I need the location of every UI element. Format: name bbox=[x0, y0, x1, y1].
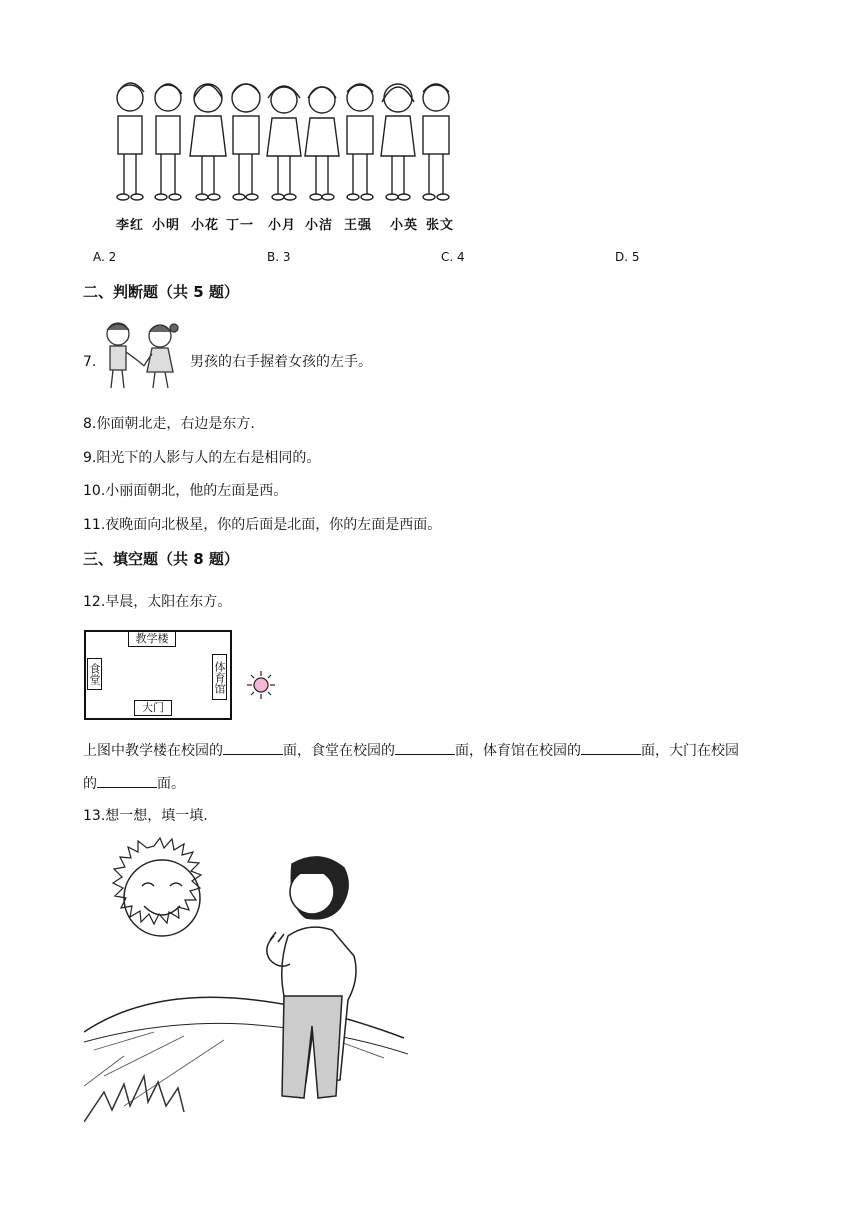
option-a[interactable]: A. 2 bbox=[93, 250, 117, 264]
q12-part: 上图中教学楼在校园的 bbox=[83, 743, 223, 759]
option-d[interactable]: D. 5 bbox=[615, 250, 640, 264]
map-label-gym: 体育馆 bbox=[212, 654, 227, 700]
option-c[interactable]: C. 4 bbox=[441, 250, 465, 264]
answer-blank[interactable] bbox=[97, 773, 157, 788]
map-label-teaching-building: 教学楼 bbox=[128, 631, 176, 647]
question-13-text: 13.想一想，填一填. bbox=[83, 808, 208, 824]
section-title-judgement: 二、判断题（共 5 题） bbox=[83, 283, 239, 301]
child-name: 小月 bbox=[268, 218, 297, 233]
map-label-canteen: 食堂 bbox=[87, 658, 102, 690]
child-name: 小明 bbox=[152, 218, 181, 233]
answer-blank[interactable] bbox=[395, 740, 455, 755]
sun-icon bbox=[246, 670, 276, 700]
q12-part: 面，大门在校园 bbox=[641, 743, 739, 759]
question-7-text: 男孩的右手握着女孩的左手。 bbox=[190, 354, 372, 370]
section-title-fill-in: 三、填空题（共 8 题） bbox=[83, 550, 239, 568]
child-name: 张文 bbox=[426, 218, 455, 233]
question-9-text: 9.阳光下的人影与人的左右是相同的。 bbox=[83, 450, 321, 466]
child-name: 小英 bbox=[390, 218, 419, 233]
question-12-fill-line-1 bbox=[83, 740, 739, 761]
child-name: 丁一 bbox=[226, 218, 255, 233]
answer-blank[interactable] bbox=[581, 740, 641, 755]
question-12-text: 12.早晨，太阳在东方。 bbox=[83, 594, 232, 610]
map-label-gate: 大门 bbox=[134, 700, 172, 716]
child-name: 小洁 bbox=[305, 218, 334, 233]
question-8-text: 8.你面朝北走，右边是东方. bbox=[83, 416, 255, 432]
q12-part: 面，食堂在校园的 bbox=[283, 743, 395, 759]
q12-part: 的 bbox=[83, 776, 97, 792]
child-name: 王强 bbox=[344, 218, 373, 233]
question-number: 7. bbox=[83, 354, 97, 370]
q12-part: 面，体育馆在校园的 bbox=[455, 743, 581, 759]
answer-blank[interactable] bbox=[223, 740, 283, 755]
question-12-fill-line-2 bbox=[83, 773, 185, 794]
q12-part: 面。 bbox=[157, 776, 185, 792]
child-name: 小花 bbox=[191, 218, 220, 233]
question-10-text: 10.小丽面朝北，他的左面是西。 bbox=[83, 483, 288, 499]
boy-girl-handshake-illustration bbox=[98, 320, 188, 392]
sun-and-boy-illustration bbox=[84, 836, 408, 1122]
option-b[interactable]: B. 3 bbox=[267, 250, 291, 264]
question-11-text: 11.夜晚面向北极星，你的后面是北面，你的左面是西面。 bbox=[83, 517, 442, 533]
child-name: 李红 bbox=[116, 218, 145, 233]
